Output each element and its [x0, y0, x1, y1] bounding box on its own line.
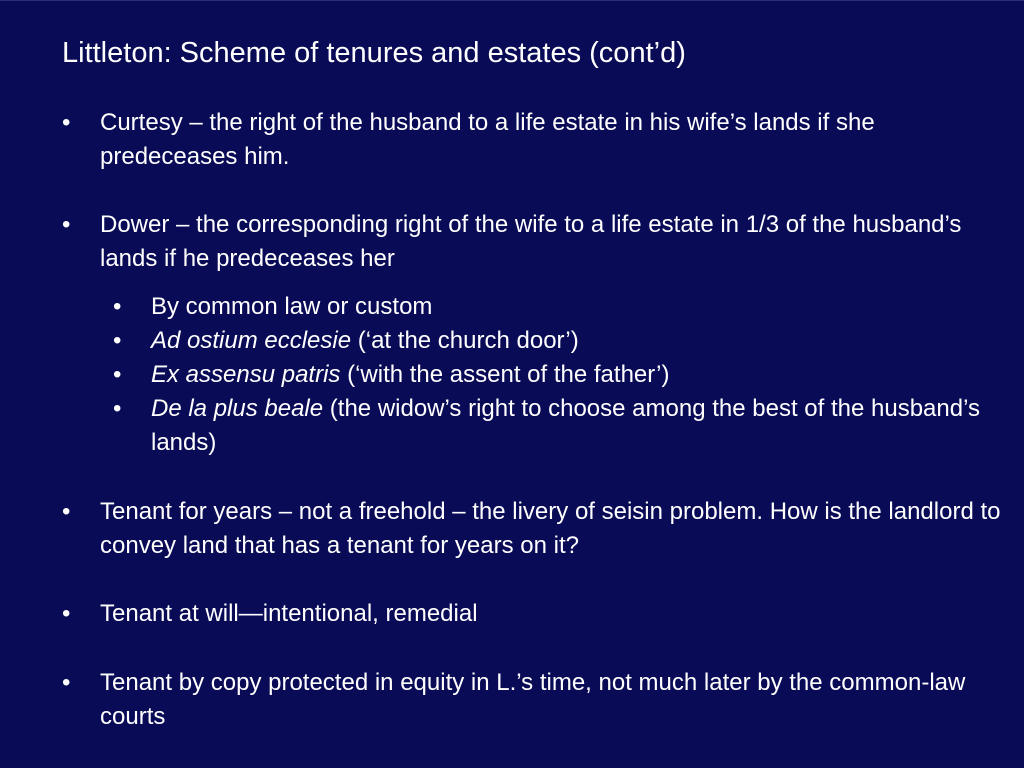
- sub-bullet-text: De la plus beale (the widow’s right to choose among the best of the husband’s lands): [151, 395, 980, 456]
- bullet-tenant-at-will: [62, 597, 1002, 631]
- sub-bullet-de-la-plus-beale: [113, 392, 1013, 460]
- slide-title: Littleton: Scheme of tenures and estates (cont’d): [62, 37, 686, 69]
- sub-bullet-ad-ostium: [113, 324, 1013, 358]
- bullet-text: Dower – the corresponding right of the wife to a life estate in 1/3 of the husband’s lands if he predeceases her: [100, 211, 962, 272]
- sub-bullet-text: Ad ostium ecclesie (‘at the church door’): [151, 327, 579, 354]
- bullet-tenant-for-years: [62, 495, 1002, 563]
- bullet-marker: •: [62, 600, 71, 627]
- bullet-text: Tenant by copy protected in equity in L.’s time, not much later by the common-law courts: [100, 669, 966, 730]
- sub-bullet-text: By common law or custom: [151, 293, 433, 320]
- bullet-curtesy: [62, 106, 1002, 174]
- bullet-marker: •: [62, 109, 71, 136]
- bullet-text: Tenant for years – not a freehold – the livery of seisin problem. How is the landlord to convey land that has a tenant for years on it?: [100, 498, 1001, 559]
- sub-bullet-text: Ex assensu patris (‘with the assent of the father’): [151, 361, 670, 388]
- sub-bullet-marker: •: [113, 327, 122, 354]
- sub-bullet-marker: •: [113, 361, 122, 388]
- bullet-marker: •: [62, 211, 71, 238]
- bullet-tenant-by-copy: [62, 666, 1002, 734]
- sub-bullet-marker: •: [113, 293, 122, 320]
- sub-bullet-ex-assensu: [113, 358, 1013, 392]
- bullet-marker: •: [62, 669, 71, 696]
- sub-bullet-common-law: [113, 290, 1013, 324]
- sub-bullet-marker: •: [113, 395, 122, 422]
- bullet-text: Tenant at will—intentional, remedial: [100, 600, 478, 627]
- bullet-text: Curtesy – the right of the husband to a life estate in his wife’s lands if she predeceases him.: [100, 109, 875, 170]
- bullet-dower: [62, 208, 1002, 276]
- bullet-marker: •: [62, 498, 71, 525]
